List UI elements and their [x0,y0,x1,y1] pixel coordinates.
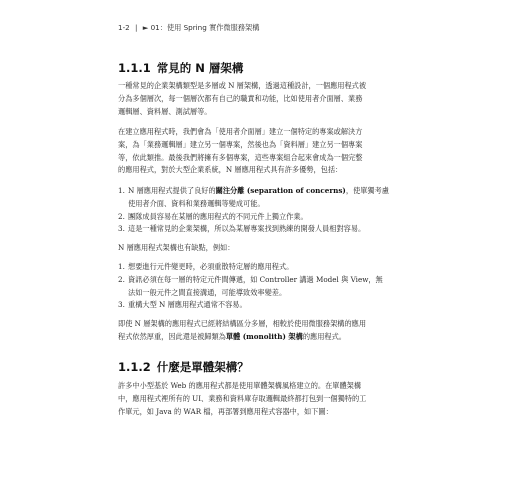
text-line: N 層應用程式架構也有缺點，例如： [118,243,235,252]
bold-term: 關注分離 (separation of concerns) [215,186,346,195]
section-heading-1-1-1 [118,60,243,76]
text-span: N 層應用程式提供了良好的 [128,186,216,195]
text-line [118,331,400,344]
text-line: 即使 N 層架構的應用程式已經將結構區分多層，相較於使用微服務架構的應用 [118,319,367,328]
chapter-marker-icon: ► [142,23,149,32]
list-marker: 2. [118,274,125,284]
page-number: 1-2 [118,23,130,32]
list-marker: 1. [118,262,125,271]
text-line: 團隊成員容易在某層的應用程式的不同元件上獨立作業。 [128,211,308,221]
text-span: ，使單獨考慮 [345,186,389,195]
section-number: 1.1.1 [118,61,151,75]
text-line: 一種常見的企業架構類型是多層或 N 層架構，透過這種設計，一個應用程式被 [118,81,367,90]
section-number: 1.1.2 [118,360,151,374]
list-marker: 2. [118,211,125,221]
text-line: 分為多個層次，每一個層次都有自己的職責和功能，比如使用者介面層、業務 [118,93,363,103]
list-marker: 1. [118,186,125,195]
disadvantages-list [118,261,400,312]
text-line: 作單元，如 Java 的 WAR 檔，再部署到應用程式容器中，如下圖： [118,406,333,416]
list-item [118,185,400,211]
running-header [118,23,259,33]
list-item [118,223,400,236]
text-line: 的應用程式，對於大型企業系統，N 層應用程式具有許多優勢，包括： [118,165,343,175]
text-line: 使用者介面、資料和業務邏輯等變成可能。 [128,198,265,208]
text-line: 等，依此類推。最後我們將擁有多個專案，這些專案組合起來會成為一個完整 [118,152,363,162]
chapter-title: 01：使用 Spring 實作微服務架構 [150,23,260,32]
paragraph-intro [118,80,400,118]
paragraph-disadvantages-intro [118,242,400,255]
text-span: 程式依然厚重，因此還是被歸類為 [118,331,226,341]
paragraph-monolith-note [118,318,400,344]
list-marker: 3. [118,300,125,310]
list-item [118,299,400,312]
list-item [118,211,400,224]
text-line: 許多中小型基於 Web 的應用程式都是使用單體架構風格建立的。在單體架構 [118,381,362,390]
text-line: 想要進行元件變更時，必須重散特定層的應用程式。 [128,262,294,271]
section-title: 常見的 N 層架構 [156,61,244,75]
text-span: 的應用程式。 [302,331,346,341]
advantages-list [118,185,400,236]
paragraph-building-app [118,126,400,177]
text-line: 案，為「業務邏輯層」建立另一個專案，然後也為「資料層」建立另一個專案 [118,139,363,149]
paragraph-monolith-intro [118,380,400,418]
text-line: 這是一種常見的企業架構，所以為某層專案找到熟練的開發人員相對容易。 [128,224,366,234]
text-line: 在建立應用程式時，我們會為「使用者介面層」建立一個特定的專案或解決方 [118,127,363,136]
section-heading-1-1-2 [118,359,249,375]
bold-term: 單體 (monolith) 架構 [225,331,303,341]
text-line: 邏輯層、資料層、測試層等。 [118,106,212,116]
text-line: 法如一般元件之間直接溝通，可能導致效率變差。 [128,287,287,297]
list-item [118,274,400,300]
section-title: 什麼是單體架構？ [156,360,249,374]
text-line: 資訊必須在每一層的特定元件間傳遞，如 Controller 講過 Model 與 View，無 [128,274,383,284]
text-line: 重構大型 N 層應用程式通常不容易。 [128,300,247,310]
header-separator: | [135,23,138,32]
text-line [128,185,400,198]
text-line: 中，應用程式裡所有的 UI、業務和資料庫存取邏輯最終都打包到一個獨特的工 [118,393,367,403]
list-marker: 3. [118,224,125,234]
list-item [118,261,400,274]
